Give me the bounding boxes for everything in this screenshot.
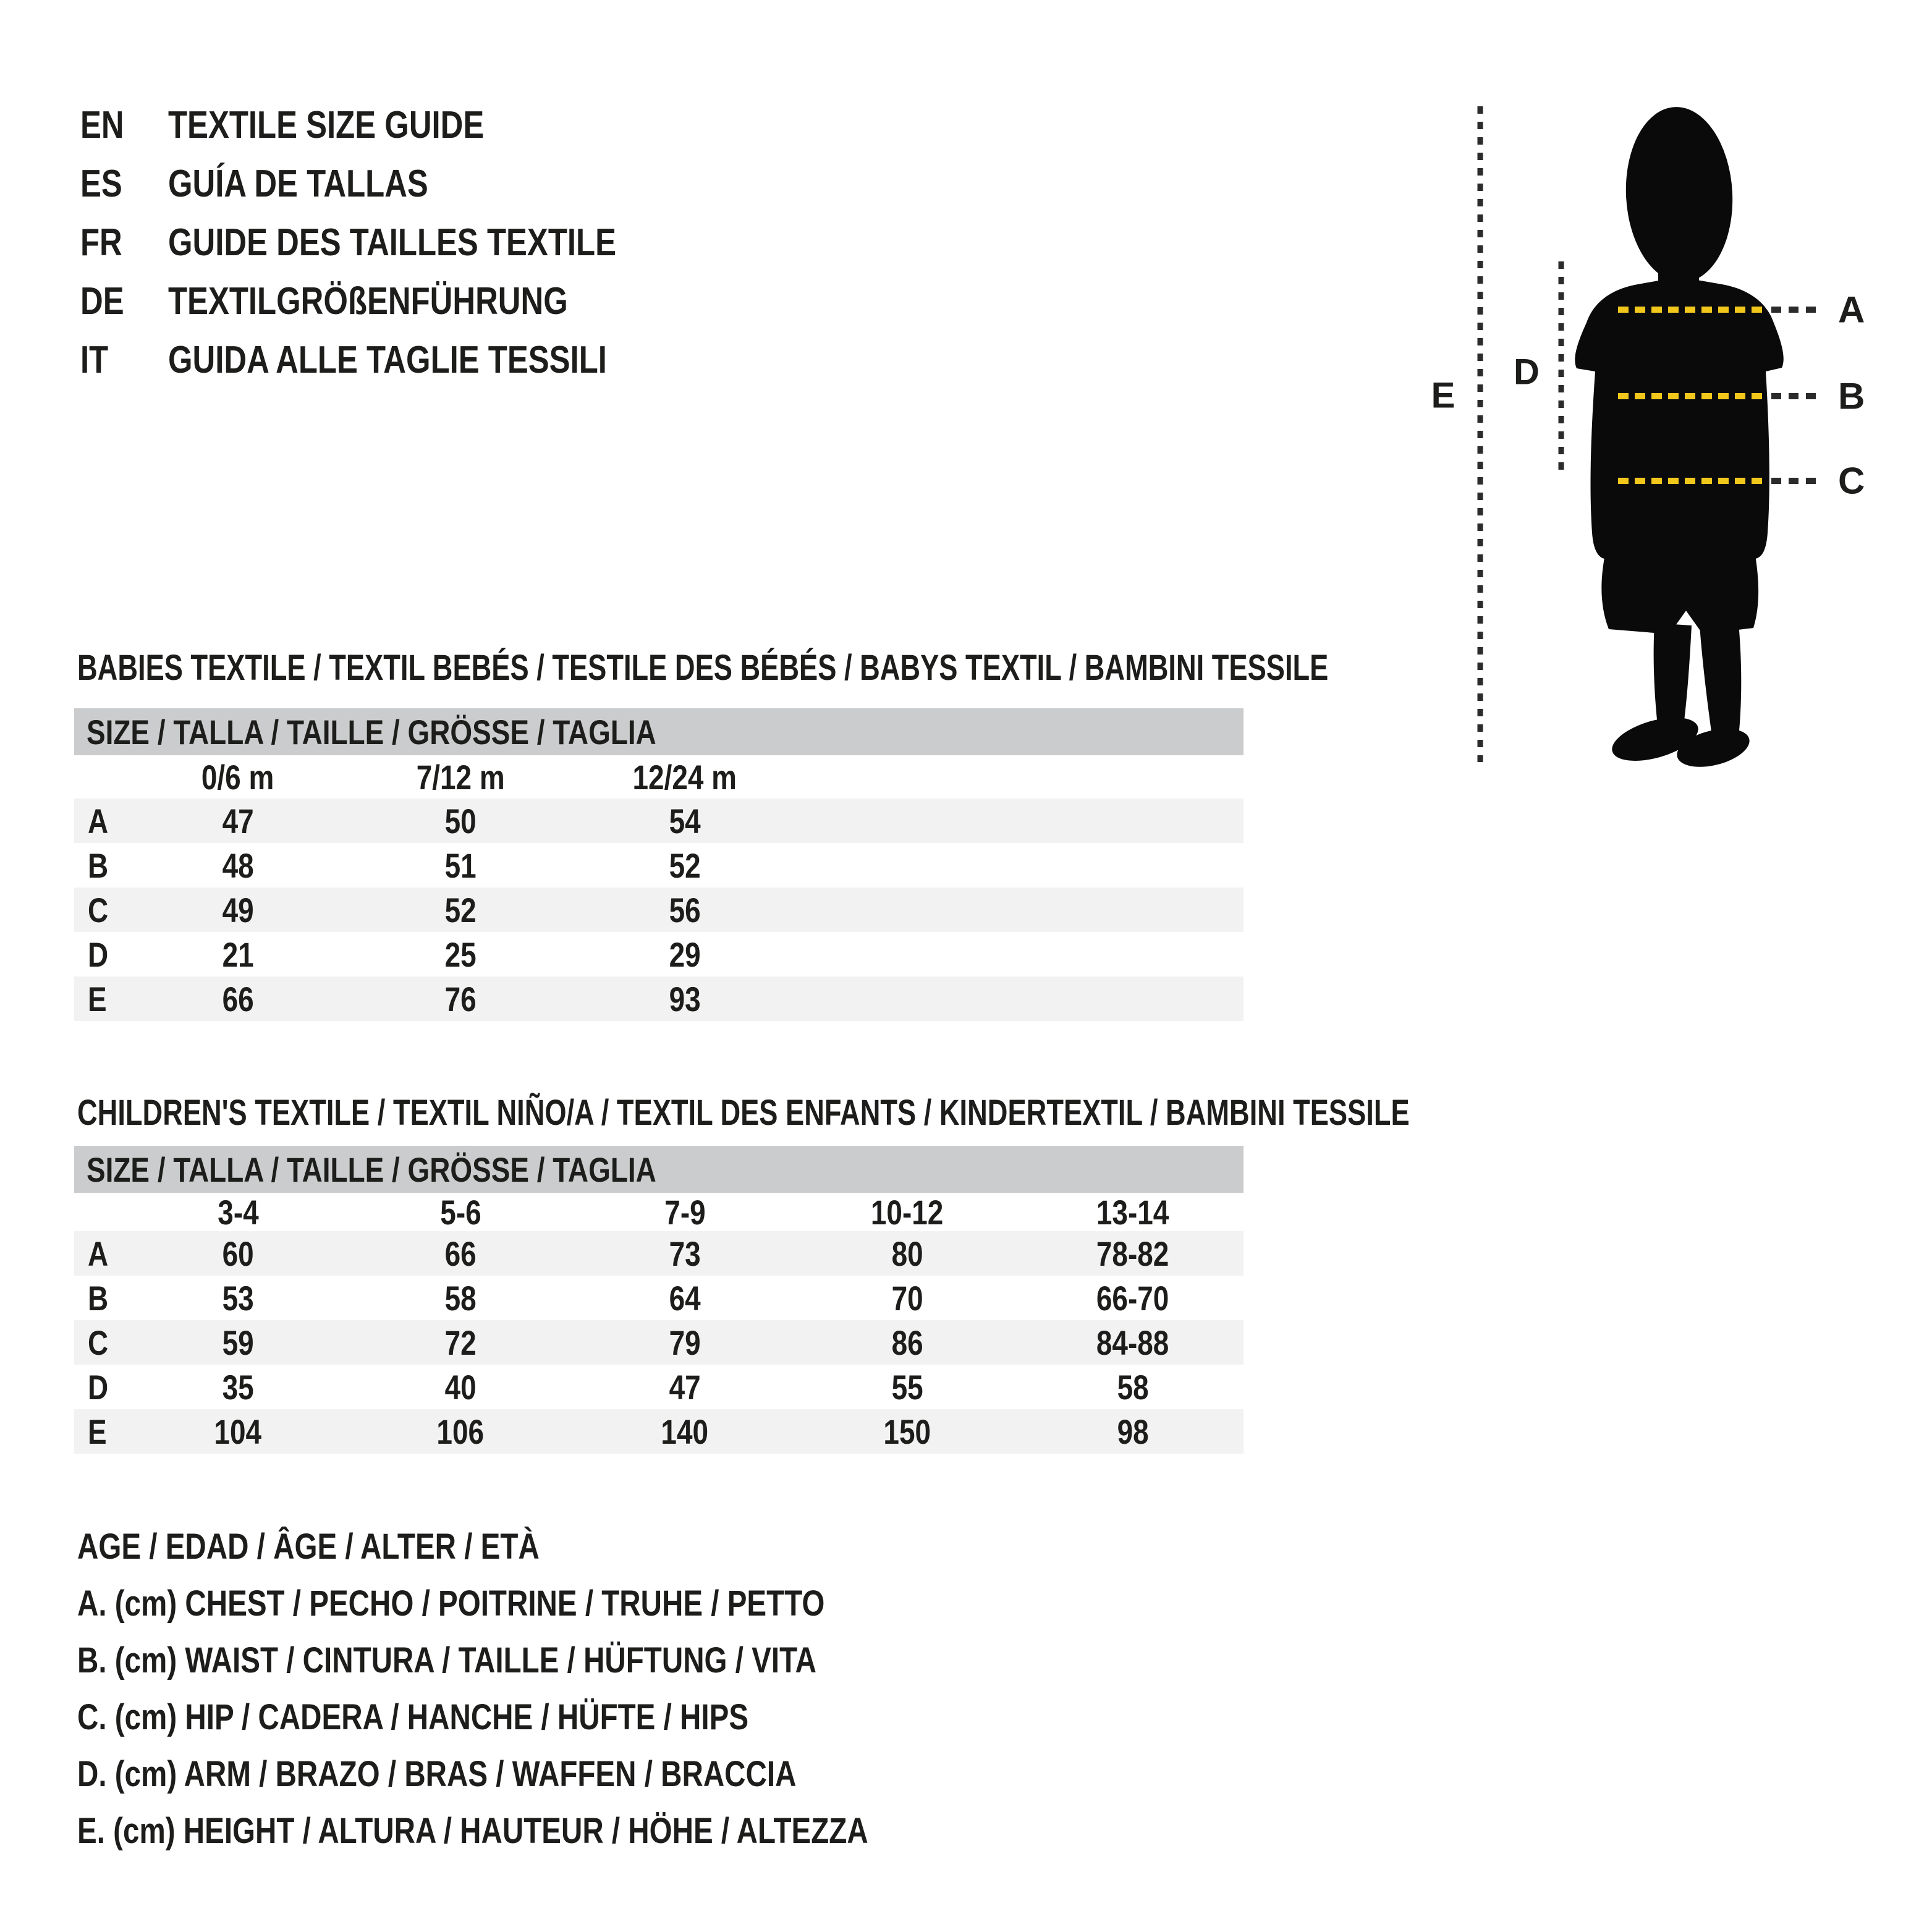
child-torso	[1575, 277, 1783, 559]
table-cell: 47	[222, 801, 254, 841]
table-cell: 98	[1117, 1412, 1149, 1451]
table-cell: 52	[444, 890, 477, 930]
lang-row-en	[80, 103, 554, 147]
children-col-13-14: 13-14	[1096, 1192, 1169, 1232]
table-cell: 58	[444, 1278, 477, 1318]
babies-row-e	[74, 977, 1244, 1021]
table-cell: 66	[444, 1234, 477, 1273]
label-d: D	[1514, 352, 1540, 392]
children-row-a-label: A	[88, 1234, 109, 1273]
table-cell: 76	[444, 979, 477, 1019]
children-col-7-9: 7-9	[664, 1192, 706, 1232]
table-cell: 53	[222, 1278, 254, 1318]
label-e: E	[1431, 375, 1455, 416]
babies-section-title: BABIES TEXTILE / TEXTIL BEBÉS / TESTILE DES BÉBÉS / BABYS TEXTIL / BAMBINI TESSILE	[77, 647, 1329, 688]
label-b: B	[1838, 375, 1865, 417]
table-cell: 72	[444, 1323, 477, 1362]
lang-code-de: DE	[80, 279, 124, 323]
table-cell: 150	[883, 1412, 931, 1451]
table-cell: 40	[444, 1367, 477, 1407]
label-a: A	[1838, 289, 1865, 331]
children-row-c	[74, 1320, 1244, 1365]
lang-row-es	[80, 161, 485, 206]
table-cell: 79	[669, 1323, 701, 1362]
legend-height: E. (cm) HEIGHT / ALTURA / HAUTEUR / HÖHE / ALTEZZA	[77, 1810, 868, 1851]
table-cell: 84-88	[1096, 1323, 1169, 1362]
babies-row-c	[74, 888, 1244, 932]
table-cell: 66	[222, 979, 254, 1019]
table-cell: 55	[891, 1367, 923, 1407]
lang-title-de: TEXTILGRÖßENFÜHRUNG	[168, 279, 568, 323]
legend-waist: B. (cm) WAIST / CINTURA / TAILLE / HÜFTUNG / VITA	[77, 1640, 816, 1680]
lang-title-en: TEXTILE SIZE GUIDE	[168, 103, 485, 146]
babies-row-b	[74, 843, 1244, 888]
lang-title-fr: GUIDE DES TAILLES TEXTILE	[168, 221, 616, 264]
children-size-table	[74, 1146, 1244, 1454]
table-cell: 93	[669, 979, 701, 1019]
lang-row-de	[80, 279, 656, 323]
children-column-headers	[74, 1193, 1244, 1231]
children-row-b	[74, 1276, 1244, 1320]
children-row-b-label: B	[88, 1278, 109, 1318]
babies-row-a	[74, 799, 1244, 843]
table-cell: 106	[436, 1412, 485, 1451]
lang-row-fr	[80, 220, 714, 265]
babies-row-a-label: A	[88, 801, 109, 841]
table-cell: 86	[891, 1323, 923, 1362]
children-row-d-label: D	[88, 1367, 109, 1407]
table-cell: 66-70	[1096, 1278, 1169, 1318]
table-cell: 64	[669, 1278, 701, 1318]
table-cell: 59	[222, 1323, 254, 1362]
legend-hip: C. (cm) HIP / CADERA / HANCHE / HÜFTE / HIPS	[77, 1697, 749, 1737]
children-row-e-label: E	[88, 1412, 107, 1451]
children-row-e	[74, 1409, 1244, 1454]
babies-row-c-label: C	[88, 890, 109, 930]
lang-row-it	[80, 337, 703, 382]
table-cell: 48	[222, 845, 254, 885]
babies-col-7-12m: 7/12 m	[416, 757, 505, 797]
table-cell: 47	[669, 1367, 701, 1407]
table-cell: 73	[669, 1234, 701, 1273]
babies-row-d-label: D	[88, 934, 109, 974]
children-row-d	[74, 1365, 1244, 1409]
legend-chest: A. (cm) CHEST / PECHO / POITRINE / TRUHE / PETTO	[77, 1583, 825, 1624]
table-cell: 49	[222, 890, 254, 930]
table-cell: 70	[891, 1278, 923, 1318]
lang-code-it: IT	[80, 338, 109, 381]
children-row-a	[74, 1231, 1244, 1276]
children-section-title: CHILDREN'S TEXTILE / TEXTIL NIÑO/A / TEXTIL DES ENFANTS / KINDERTEXTIL / BAMBINI TESSILE	[77, 1092, 1410, 1133]
babies-column-headers	[74, 755, 1244, 799]
table-cell: 52	[669, 845, 701, 885]
table-cell: 25	[444, 934, 477, 974]
table-cell: 58	[1117, 1367, 1149, 1407]
table-cell: 140	[661, 1412, 709, 1451]
table-cell: 51	[444, 845, 477, 885]
children-col-3-4: 3-4	[217, 1192, 259, 1232]
table-cell: 29	[669, 934, 701, 974]
table-cell: 78-82	[1096, 1234, 1169, 1273]
table-cell: 60	[222, 1234, 254, 1273]
babies-col-12-24m: 12/24 m	[632, 757, 737, 797]
children-row-c-label: C	[88, 1323, 109, 1362]
lang-title-es: GUÍA DE TALLAS	[168, 162, 428, 205]
table-cell: 80	[891, 1234, 923, 1273]
table-cell: 50	[444, 801, 477, 841]
child-shorts	[1601, 551, 1758, 634]
lang-code-es: ES	[80, 162, 122, 205]
children-col-10-12: 10-12	[871, 1192, 944, 1232]
legend-age: AGE / EDAD / ÂGE / ALTER / ETÀ	[77, 1526, 540, 1567]
legend-arm: D. (cm) ARM / BRAZO / BRAS / WAFFEN / BRACCIA	[77, 1753, 797, 1794]
babies-col-0-6m: 0/6 m	[201, 757, 274, 797]
babies-row-b-label: B	[88, 845, 109, 885]
table-cell: 21	[222, 934, 254, 974]
lang-code-en: EN	[80, 103, 124, 146]
children-col-5-6: 5-6	[439, 1192, 481, 1232]
babies-size-table	[74, 708, 1244, 1021]
label-c: C	[1838, 460, 1865, 502]
children-size-header-band: SIZE / TALLA / TAILLE / GRÖSSE / TAGLIA	[74, 1146, 1244, 1193]
table-cell: 35	[222, 1367, 254, 1407]
lang-code-fr: FR	[80, 221, 122, 264]
table-cell: 54	[669, 801, 701, 841]
child-right-leg	[1700, 623, 1741, 732]
babies-row-d	[74, 932, 1244, 977]
measurement-figure	[1409, 87, 1932, 803]
table-cell: 104	[214, 1412, 262, 1451]
babies-size-header-band: SIZE / TALLA / TAILLE / GRÖSSE / TAGLIA	[74, 708, 1244, 755]
babies-row-e-label: E	[88, 979, 107, 1019]
lang-title-it: GUIDA ALLE TAGLIE TESSILI	[168, 338, 607, 381]
table-cell: 56	[669, 890, 701, 930]
